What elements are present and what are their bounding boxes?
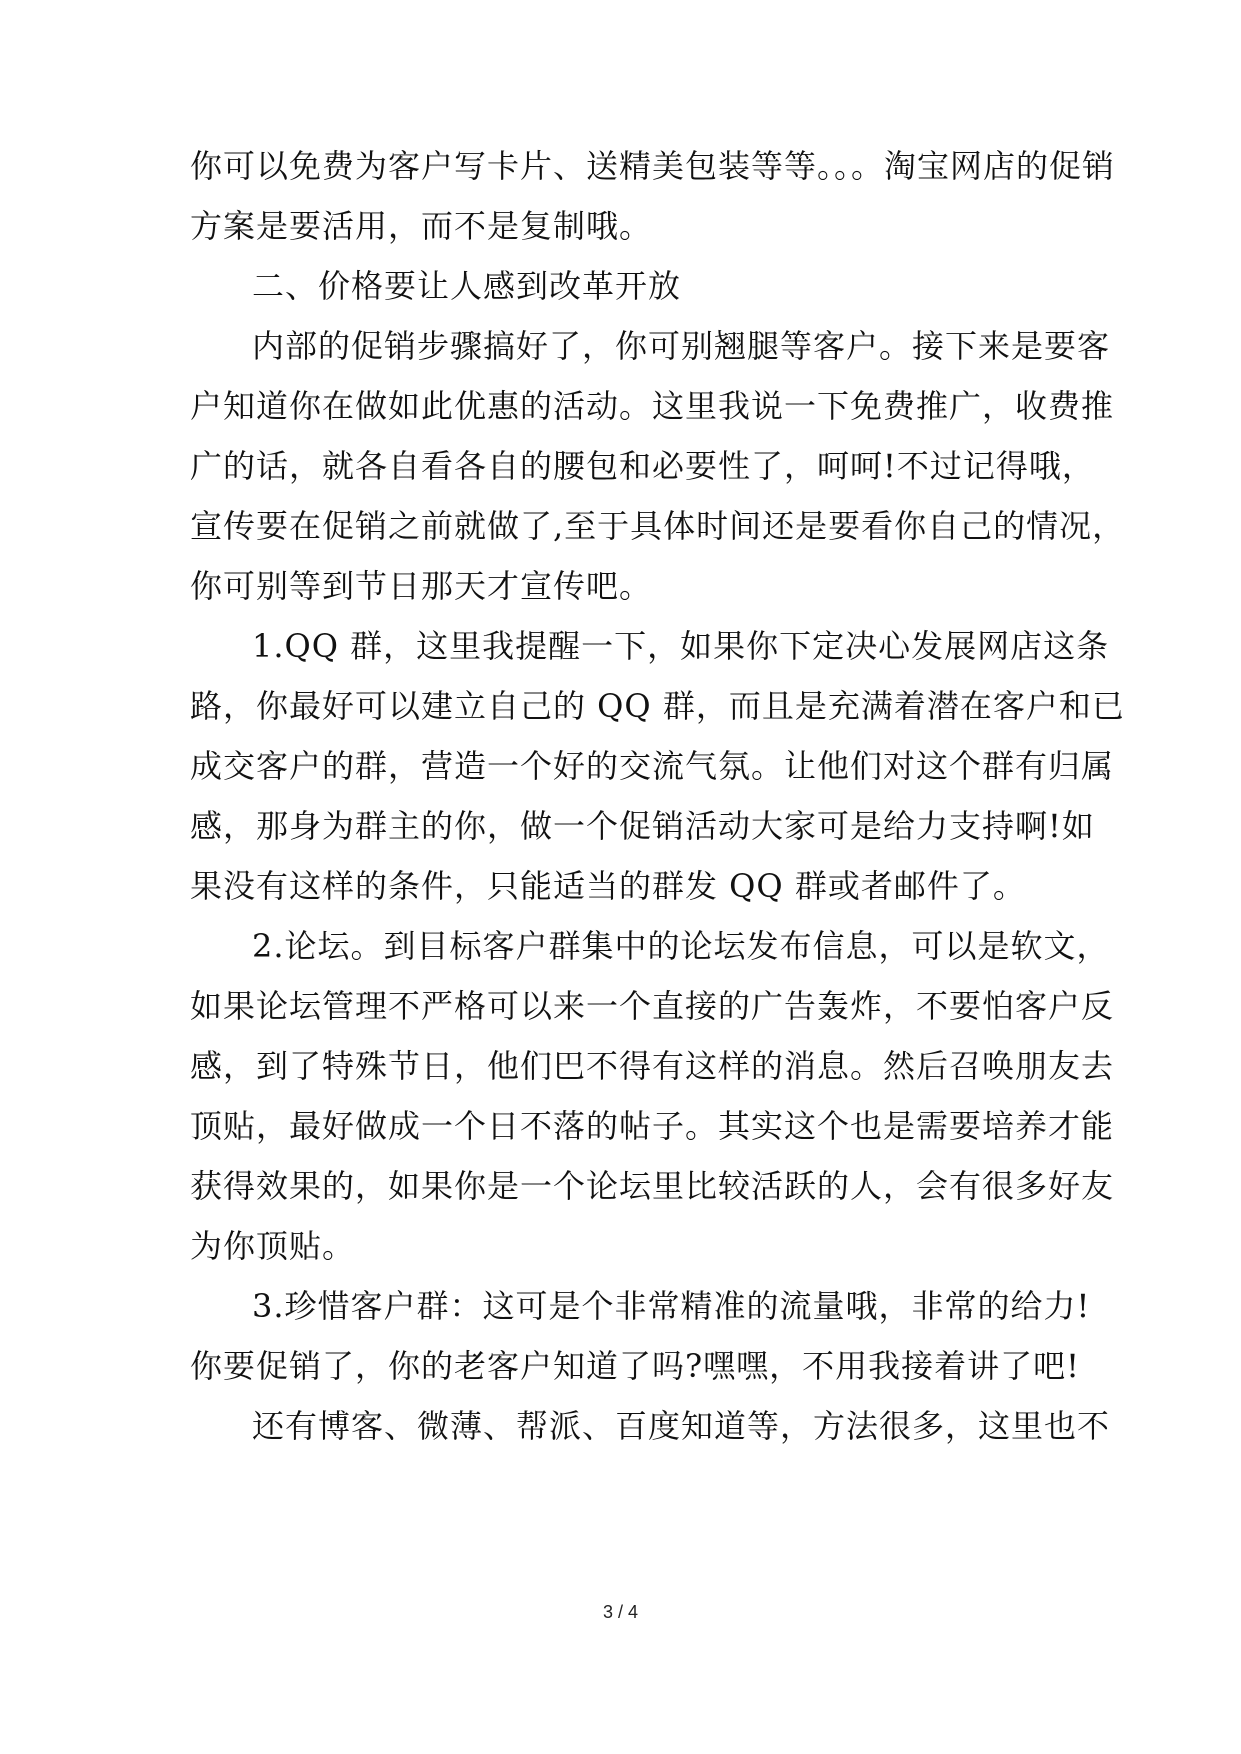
text-line: 顶贴，最好做成一个日不落的帖子。其实这个也是需要培养才能	[190, 1107, 1115, 1145]
text-line: 为你顶贴。	[190, 1227, 356, 1265]
text-line: 路，你最好可以建立自己的 QQ 群，而且是充满着潜在客户和已	[190, 687, 1125, 725]
text-line: 如果论坛管理不严格可以来一个直接的广告轰炸，不要怕客户反	[190, 987, 1115, 1025]
text-line: 感，到了特殊节日，他们巴不得有这样的消息。然后召唤朋友去	[190, 1047, 1115, 1085]
text-line: 成交客户的群，营造一个好的交流气氛。让他们对这个群有归属	[190, 747, 1115, 785]
text-line: 方案是要活用，而不是复制哦。	[190, 207, 653, 245]
section-heading: 二、价格要让人感到改革开放	[252, 267, 682, 305]
text-line: 2.论坛。到目标客户群集中的论坛发布信息，可以是软文，	[252, 927, 1110, 965]
text-line: 宣传要在促销之前就做了,至于具体时间还是要看你自己的情况，	[190, 507, 1126, 545]
text-line: 你可别等到节日那天才宣传吧。	[190, 567, 653, 605]
text-line: 1.QQ 群，这里我提醒一下，如果你下定决心发展网店这条	[252, 627, 1110, 665]
text-line: 内部的促销步骤搞好了，你可别翘腿等客户。接下来是要客	[252, 327, 1111, 365]
text-line: 果没有这样的条件，只能适当的群发 QQ 群或者邮件了。	[190, 867, 1026, 905]
text-line: 户知道你在做如此优惠的活动。这里我说一下免费推广，收费推	[190, 387, 1115, 425]
text-line: 感，那身为群主的你，做一个促销活动大家可是给力支持啊!如	[190, 807, 1095, 845]
text-line: 你可以免费为客户写卡片、送精美包装等等。。。淘宝网店的促销	[190, 147, 1116, 185]
text-line: 获得效果的，如果你是一个论坛里比较活跃的人，会有很多好友	[190, 1167, 1115, 1205]
text-line: 3.珍惜客户群：这可是个非常精准的流量哦，非常的给力!	[252, 1287, 1091, 1325]
text-line: 你要促销了，你的老客户知道了吗?嘿嘿，不用我接着讲了吧!	[190, 1347, 1081, 1385]
page-number: 3 / 4	[602, 1602, 639, 1622]
text-line: 还有博客、微薄、帮派、百度知道等，方法很多，这里也不	[252, 1407, 1111, 1445]
text-line: 广的话，就各自看各自的腰包和必要性了，呵呵!不过记得哦，	[190, 447, 1095, 485]
